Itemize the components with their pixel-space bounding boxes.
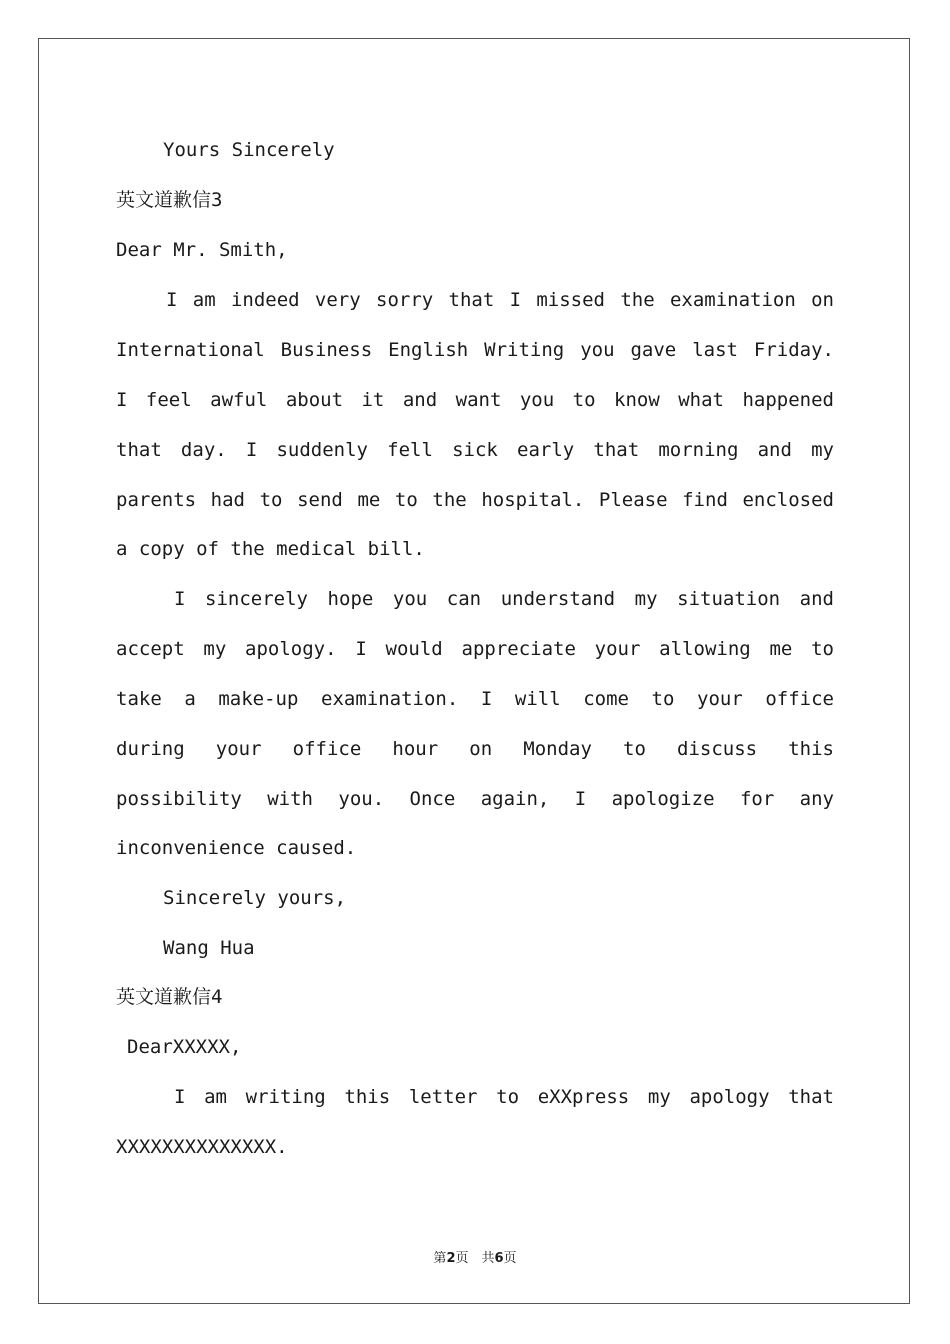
letter4-heading: 英文道歉信4 xyxy=(116,986,223,1008)
letter3-p1-line: I feel awful about it and want you to know what happened xyxy=(116,389,834,411)
letter3-signature: Wang Hua xyxy=(163,937,255,959)
letter3-p2-line: I sincerely hope you can understand my situation and xyxy=(174,588,834,610)
letter4-p1-line: I am writing this letter to eXXpress my apology that xyxy=(174,1086,834,1108)
letter3-p2-line: take a make-up examination. I will come to your office xyxy=(116,688,834,710)
letter3-p2-line: during your office hour on Monday to discuss this xyxy=(116,738,834,760)
letter3-p1-line: I am indeed very sorry that I missed the examination on xyxy=(166,289,834,311)
letter3-salutation: Dear Mr. Smith, xyxy=(116,239,288,261)
letter3-closing: Sincerely yours, xyxy=(163,887,347,909)
letter3-p1-line: that day. I suddenly fell sick early that morning and my xyxy=(116,439,834,461)
letter3-p2-line: accept my apology. I would appreciate your allowing me to xyxy=(116,638,834,660)
footer-suffix: 页 xyxy=(503,1251,517,1266)
letter3-heading: 英文道歉信3 xyxy=(116,189,223,211)
footer-mid: 页 共 xyxy=(455,1251,495,1266)
footer-page-number: 2 xyxy=(446,1251,456,1266)
page-frame xyxy=(38,38,910,1304)
footer-total-pages: 6 xyxy=(494,1251,504,1266)
letter3-p1-line: a copy of the medical bill. xyxy=(116,538,425,560)
letter3-p1-line: International Business English Writing you gave last Friday. xyxy=(116,339,834,361)
letter3-p2-line: possibility with you. Once again, I apologize for any xyxy=(116,788,834,810)
letter-closing: Yours Sincerely xyxy=(163,139,335,161)
letter3-p2-line: inconvenience caused. xyxy=(116,837,357,859)
letter4-salutation: DearXXXXX, xyxy=(127,1036,242,1058)
letter4-p1-line: XXXXXXXXXXXXXX. xyxy=(116,1136,288,1158)
page-footer xyxy=(0,1247,950,1266)
footer-prefix: 第 xyxy=(433,1251,447,1266)
letter3-p1-line: parents had to send me to the hospital. Please find enclosed xyxy=(116,489,834,511)
